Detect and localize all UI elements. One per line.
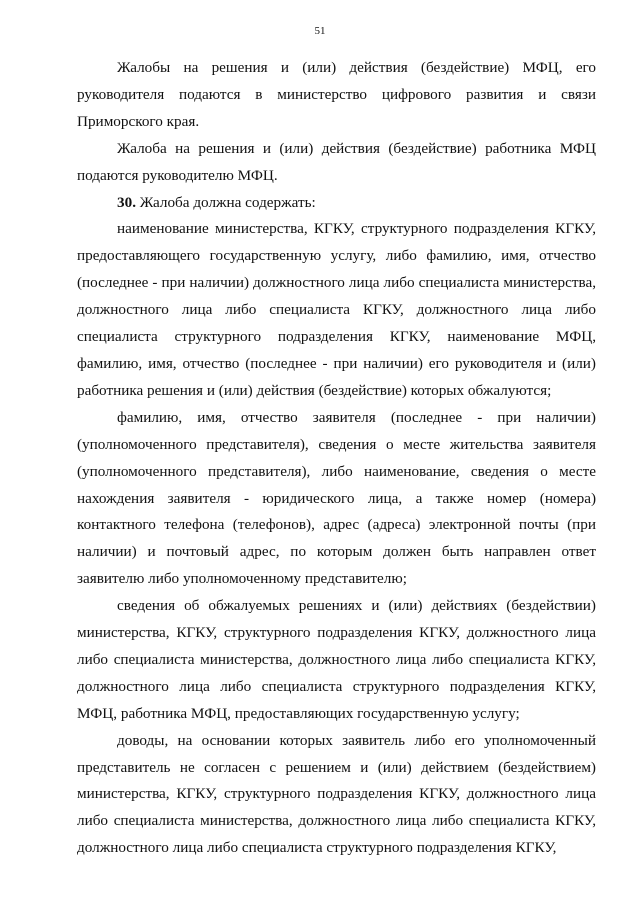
paragraph-appealed-decisions	[77, 593, 596, 728]
page-number: 51	[314, 25, 326, 37]
paragraph-arguments	[77, 728, 596, 863]
paragraph-clause-30	[77, 190, 596, 217]
paragraph-text: сведения об обжалуемых решениях и (или) действиях (бездействии) министерства, КГКУ, структурного подразделения КГКУ, должностного лица либо специалиста министерства, должностного лица либо специалиста КГКУ, должностного лица либо специалиста структурного подразделения КГКУ, МФЦ, работника МФЦ, предоставляющих государственную услугу;	[77, 597, 596, 722]
clause-number: 30.	[117, 193, 136, 211]
paragraph-applicant-details	[77, 405, 596, 593]
document-body	[77, 55, 596, 862]
paragraph-text: Жалоба на решения и (или) действия (бездействие) работника МФЦ подаются руководителю МФЦ.	[77, 139, 596, 184]
paragraph-text: наименование министерства, КГКУ, структурного подразделения КГКУ, предоставляющего государственную услугу, либо фамилию, имя, отчество (последнее - при наличии) должностного лица либо специалиста министерства, должностного лица либо специалиста КГКУ, должностного лица либо специалиста структурного подразделения КГКУ, наименование МФЦ, фамилию, имя, отчество (последнее - при наличии) его руководителя и (или) работника решения и (или) действия (бездействие) которых обжалуются;	[77, 220, 596, 399]
paragraph-complaint-mfc-director	[77, 55, 596, 136]
paragraph-text: Жалоба должна содержать:	[135, 193, 316, 211]
paragraph-complaint-mfc-worker	[77, 136, 596, 190]
paragraph-text: фамилию, имя, отчество заявителя (последнее - при наличии) (уполномоченного представителя), сведения о месте жительства заявителя (уполномоченного представителя), либо наименование, сведения о месте нахождения заявителя - юридического лица, а также номер (номера) контактного телефона (телефонов), адрес (адреса) электронной почты (при наличии) и почтовый адрес, по которым должен быть направлен ответ заявителю либо уполномоченному представителю;	[77, 408, 596, 588]
paragraph-text: Жалобы на решения и (или) действия (бездействие) МФЦ, его руководителя подаются в министерство цифрового развития и связи Приморского края.	[77, 59, 596, 130]
paragraph-text: доводы, на основании которых заявитель либо его уполномоченный представитель не согласен с решением и (или) действием (бездействием) министерства, КГКУ, структурного подразделения КГКУ, должностного лица либо специалиста министерства, должностного лица либо специалиста КГКУ, должностного лица либо специалиста структурного подразделения КГКУ,	[77, 731, 596, 857]
paragraph-authority-name	[77, 216, 596, 404]
